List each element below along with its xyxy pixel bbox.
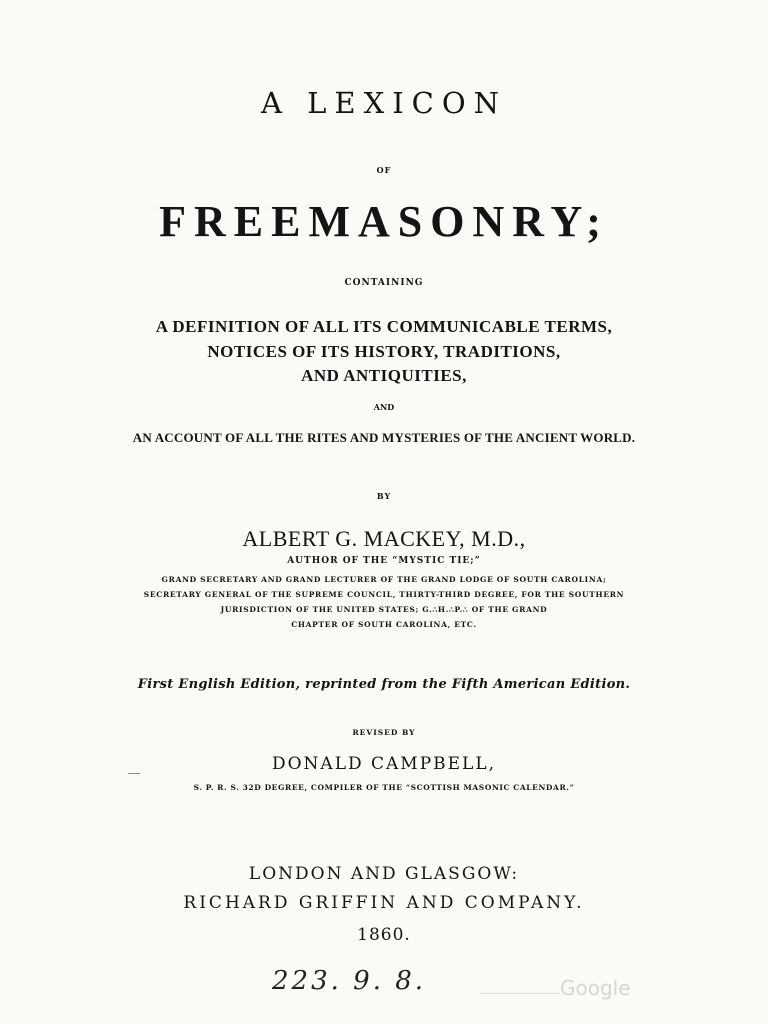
watermark-line [480, 993, 560, 994]
of-connector: OF [376, 165, 392, 175]
publisher-name: RICHARD GRIFFIN AND COMPANY. [183, 893, 585, 913]
containing-label: CONTAINING [344, 278, 424, 288]
author-credential: JURISDICTION OF THE UNITED STATES; G.∴H.∴P.∴ OF THE GRAND [220, 605, 548, 614]
google-watermark: Google [560, 976, 631, 1000]
author-credential: CHAPTER OF SOUTH CAROLINA, ETC. [291, 620, 477, 629]
account-line: AN ACCOUNT OF ALL THE RITES AND MYSTERIES OF THE ANCIENT WORLD. [132, 430, 636, 445]
by-connector: BY [376, 491, 392, 501]
definition-line: A DEFINITION OF ALL ITS COMMUNICABLE TERMS, [155, 317, 613, 336]
definition-line: NOTICES OF ITS HISTORY, TRADITIONS, [207, 342, 561, 361]
author-name: ALBERT G. MACKEY, M.D., [242, 526, 526, 551]
author-credential: SECRETARY GENERAL OF THE SUPREME COUNCIL, THIRTY-THIRD DEGREE, FOR THE SOUTHERN [143, 590, 625, 599]
author-credential: GRAND SECRETARY AND GRAND LECTURER OF THE GRAND LODGE OF SOUTH CAROLINA; [161, 575, 607, 584]
edition-line: First English Edition, reprinted from the Fifth American Edition. [137, 677, 631, 692]
publication-city: LONDON AND GLASGOW: [248, 864, 520, 884]
reviser-credentials: S. P. R. S. 32D DEGREE, COMPILER OF THE “SCOTTISH MASONIC CALENDAR.” [193, 783, 575, 792]
and-connector: AND [373, 402, 395, 412]
handwritten-shelfmark: 223. 9. 8. [272, 966, 427, 996]
lexicon-heading: A LEXICON [260, 86, 508, 120]
reviser-name: DONALD CAMPBELL, [271, 754, 497, 774]
revised-by-label: REVISED BY [352, 728, 416, 737]
author-of-line: AUTHOR OF THE “MYSTIC TIE;” [287, 556, 481, 566]
definition-line: AND ANTIQUITIES, [301, 366, 467, 385]
publication-year: 1860. [357, 925, 411, 945]
main-title: FREEMASONRY; [159, 197, 609, 246]
